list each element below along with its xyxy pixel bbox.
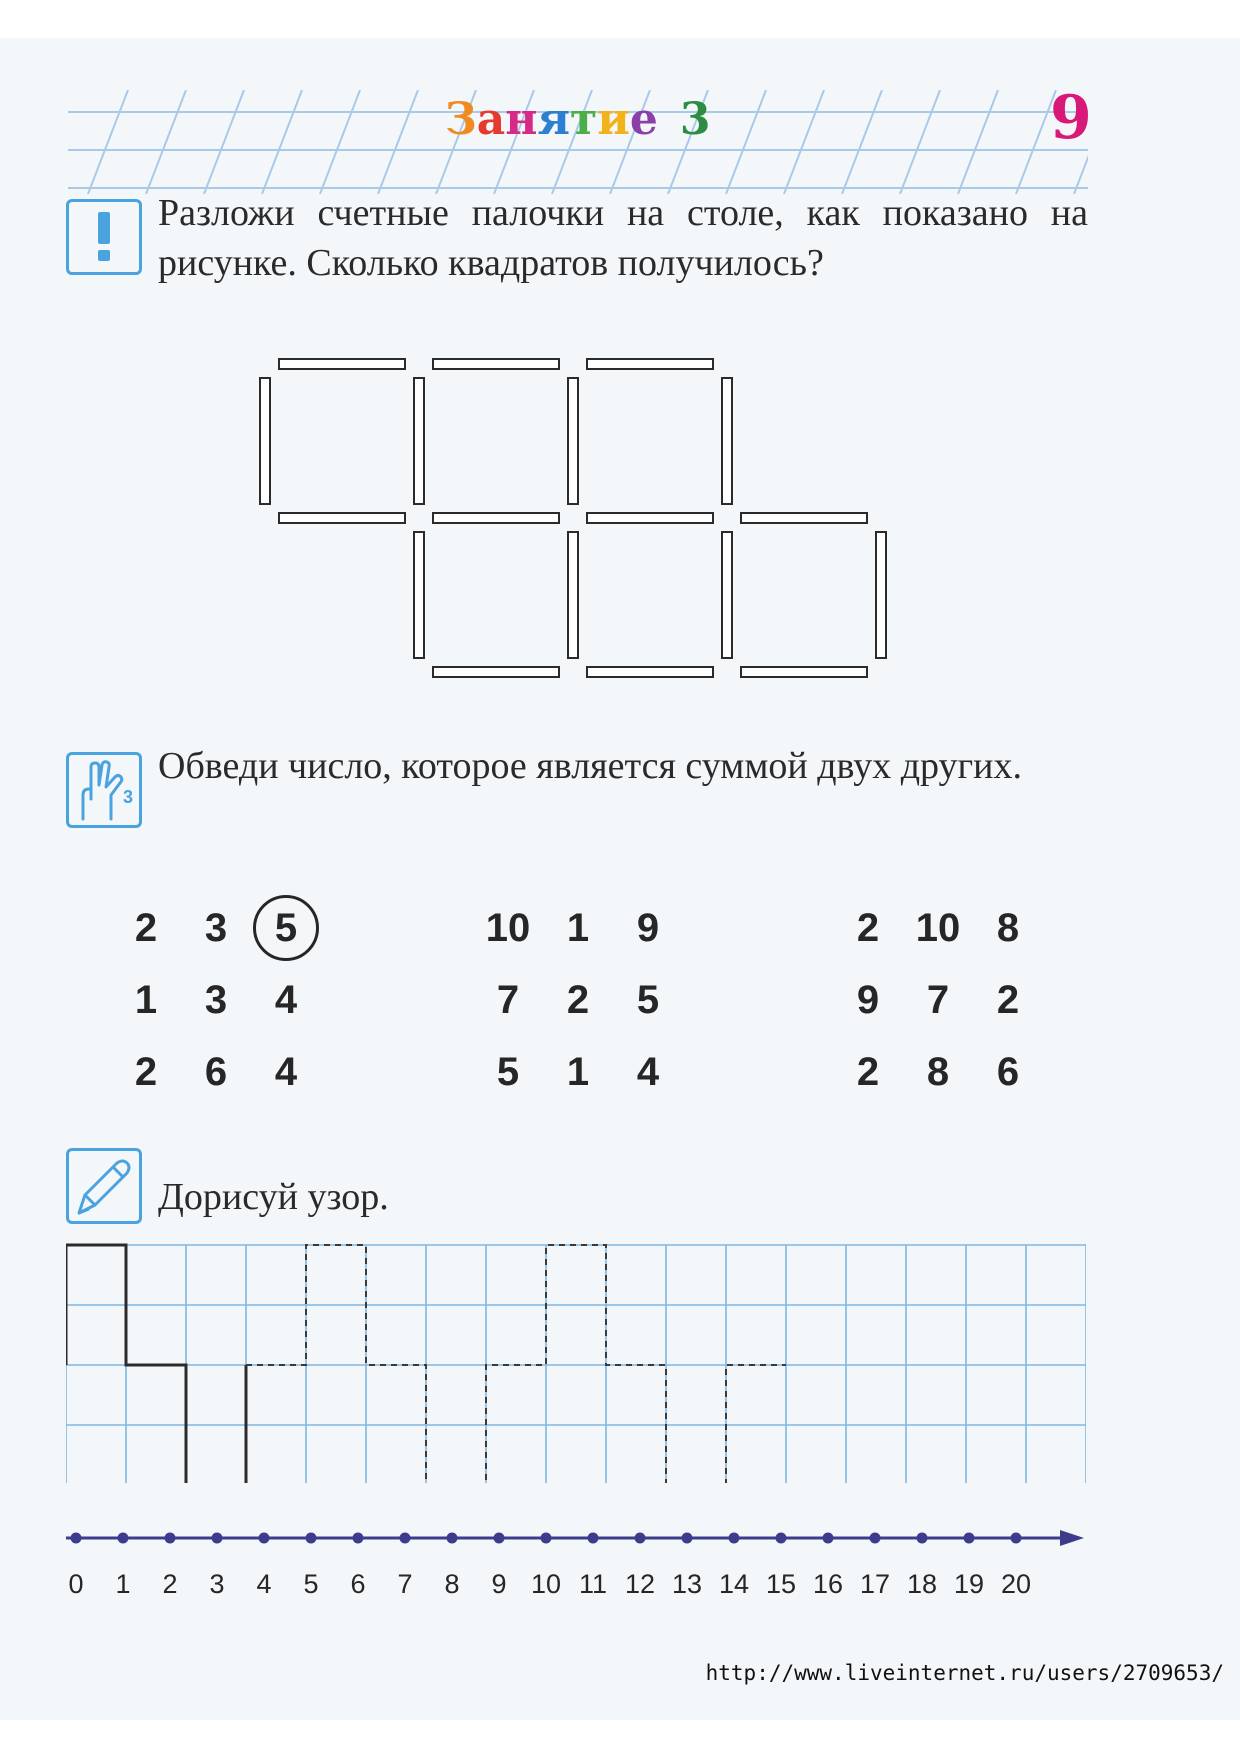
number-line-point [118,1533,129,1544]
number-cell: 7 [496,978,520,1022]
counting-stick [568,378,578,504]
counting-stick [279,359,405,369]
title-letter: т [569,94,598,145]
number-line-point [494,1533,505,1544]
number-line-label: 6 [350,1569,366,1599]
number-line-label: 12 [624,1569,656,1599]
number-line-arrow [1060,1530,1084,1546]
number-line-label: 0 [68,1569,84,1599]
number-line-point [729,1533,740,1544]
number-line-label: 4 [256,1569,272,1599]
number-line-point [823,1533,834,1544]
number-line-label: 10 [530,1569,562,1599]
pencil-icon [66,1148,142,1224]
number-cell: 4 [274,978,298,1022]
number-line-point [870,1533,881,1544]
number-line-label: 14 [718,1569,750,1599]
number-line-point [964,1533,975,1544]
number-cell: 2 [996,978,1020,1022]
counting-sticks-figure [0,38,1240,738]
number-cell: 7 [926,978,950,1022]
counting-stick [587,513,713,523]
counting-hand-icon [66,752,142,828]
number-cell: 10 [485,906,531,950]
number-line-point [165,1533,176,1544]
number-line-label: 3 [209,1569,225,1599]
number-line-point [400,1533,411,1544]
number-line-label: 2 [162,1569,178,1599]
number-cell: 6 [204,1050,228,1094]
number-line-label: 5 [303,1569,319,1599]
number-cell: 3 [204,978,228,1022]
counting-stick [433,513,559,523]
number-line-label: 17 [859,1569,891,1599]
number-cell: 2 [856,1050,880,1094]
number-line-label: 9 [491,1569,507,1599]
number-line-point [353,1533,364,1544]
workbook-page [0,38,1240,1720]
task3-instruction: Дорисуй узор. [158,1176,389,1218]
number-cell: 9 [636,906,660,950]
number-cell: 5 [496,1050,520,1094]
number-cell: 3 [204,906,228,950]
number-line-point [776,1533,787,1544]
pattern-sample [66,1245,246,1483]
number-cell: 4 [274,1050,298,1094]
title-letter: З [445,94,477,145]
number-cell: 1 [134,978,158,1022]
counting-stick [568,532,578,658]
number-line-point [212,1533,223,1544]
answer-circle [253,895,319,961]
number-cell: 5 [274,906,298,950]
svg-text:3: 3 [123,787,134,807]
title-letter: н [505,94,538,145]
lesson-number: 3 [679,94,711,145]
number-cell: 2 [134,906,158,950]
number-line-label: 1 [115,1569,131,1599]
title-letter: я [537,94,570,145]
pattern-dashed-guide [246,1245,786,1483]
number-line-point [682,1533,693,1544]
number-cell: 8 [996,906,1020,950]
number-cell: 8 [926,1050,950,1094]
number-line-point [259,1533,270,1544]
counting-stick [279,513,405,523]
title-letter: и [597,94,630,145]
number-line-label: 11 [578,1569,608,1599]
counting-stick [722,378,732,504]
counting-stick [587,667,713,677]
number-cell: 9 [856,978,880,1022]
number-line [60,1518,1100,1558]
number-cell: 5 [636,978,660,1022]
counting-stick [260,378,270,504]
number-line-point [917,1533,928,1544]
number-line-label: 16 [812,1569,844,1599]
number-line-label: 13 [671,1569,703,1599]
counting-stick [741,667,867,677]
counting-stick [741,513,867,523]
number-cell: 10 [915,906,961,950]
counting-stick [587,359,713,369]
source-url-link[interactable]: http://www.liveinternet.ru/users/2709653/ [705,1661,1224,1685]
counting-stick [722,532,732,658]
number-line-label: 20 [1000,1569,1032,1599]
page-number: 9 [1050,83,1092,153]
number-cell: 2 [856,906,880,950]
pattern-grid [66,1243,1086,1483]
number-line-point [306,1533,317,1544]
number-line-label: 8 [444,1569,460,1599]
number-line-point [71,1533,82,1544]
number-line-point [1011,1533,1022,1544]
number-line-point [541,1533,552,1544]
number-line-label: 19 [953,1569,985,1599]
number-line-label: 15 [765,1569,797,1599]
counting-stick [433,667,559,677]
counting-stick [414,378,424,504]
number-line-label: 7 [397,1569,413,1599]
number-line-point [635,1533,646,1544]
number-cell: 4 [636,1050,660,1094]
counting-stick [414,532,424,658]
number-cell: 1 [566,906,590,950]
counting-stick [876,532,886,658]
number-line-label: 18 [906,1569,938,1599]
number-cell: 1 [566,1050,590,1094]
task1-instruction: Разложи счетные палочки на столе, как показано на рисунке. Сколько квадратов получилось? [158,192,1088,284]
number-cell: 2 [134,1050,158,1094]
number-cell: 6 [996,1050,1020,1094]
number-cell: 2 [566,978,590,1022]
title-letter: е [629,94,658,145]
task2-instruction: Обведи число, которое является суммой двух других. [158,745,1022,787]
title-letter: а [476,94,506,145]
number-line-point [588,1533,599,1544]
counting-stick [433,359,559,369]
number-line-point [447,1533,458,1544]
